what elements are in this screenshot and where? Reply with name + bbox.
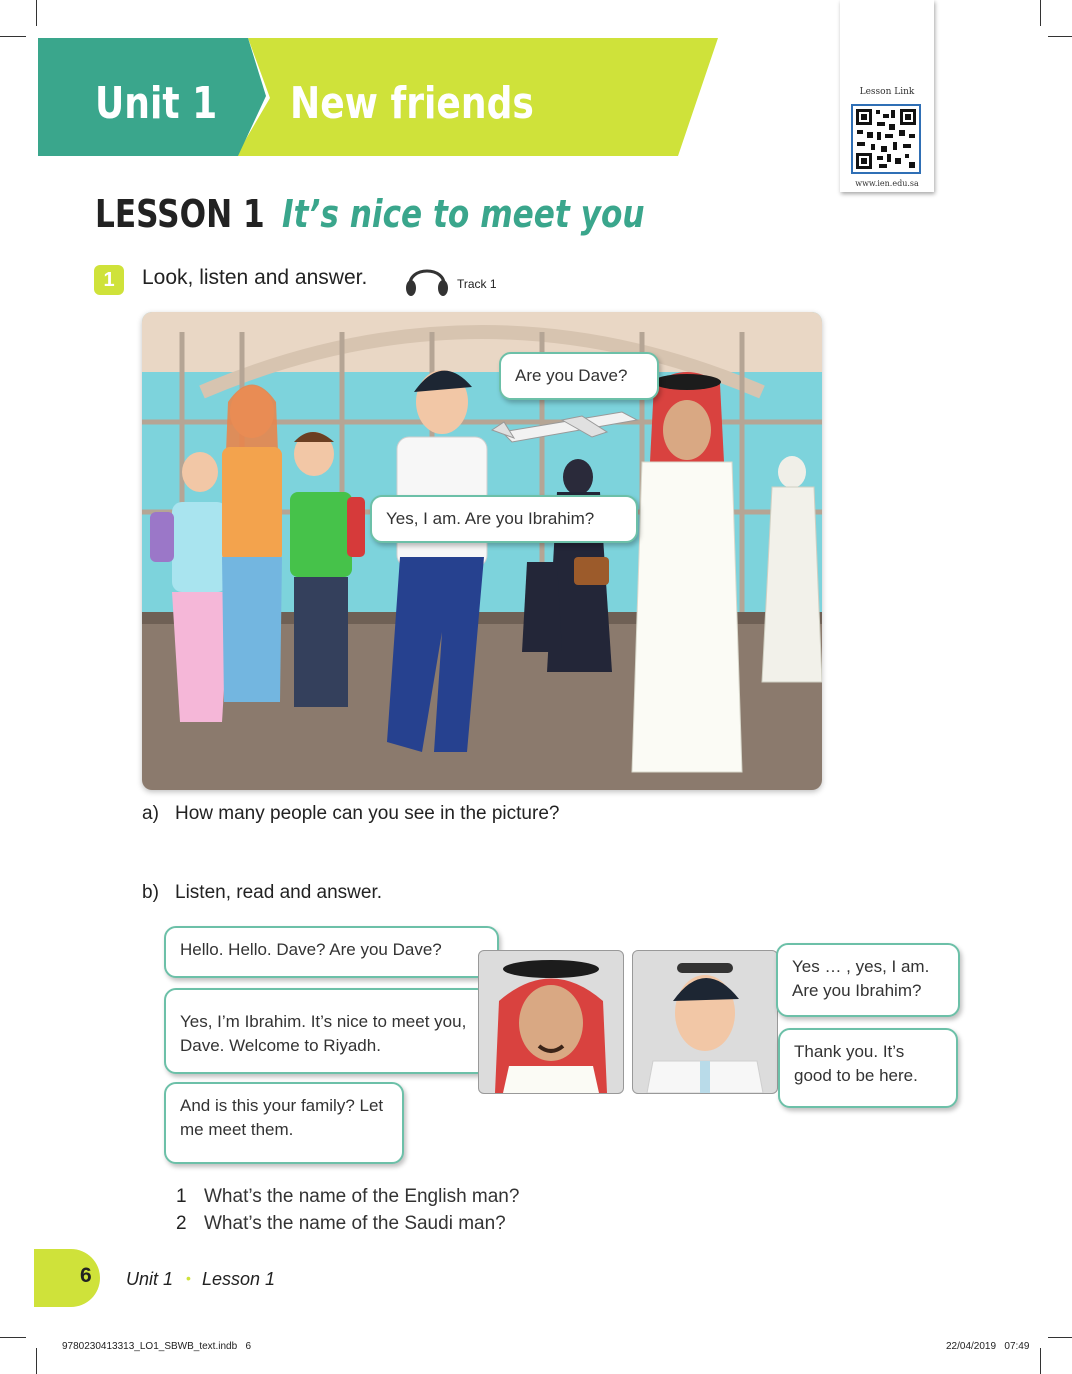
- footer-separator: •: [186, 1270, 191, 1286]
- question-b-marker: b): [142, 882, 159, 903]
- airport-scene-illustration: [142, 312, 822, 790]
- unit-label: Unit 1: [95, 78, 218, 129]
- question-text: What’s the name of the English man?: [204, 1186, 520, 1207]
- track-label: Track 1: [457, 277, 497, 291]
- crop-mark: [0, 1337, 26, 1338]
- dave-portrait: [632, 950, 778, 1094]
- lesson-link-url[interactable]: www.ien.edu.sa: [855, 179, 919, 188]
- crop-mark: [1040, 0, 1041, 26]
- bubble-text: Yes, I am. Are you Ibrahim?: [386, 509, 595, 528]
- question-number: 2: [176, 1213, 187, 1234]
- print-slug-timestamp: 22/04/2019 07:49: [946, 1341, 1030, 1352]
- ibrahim-face: [479, 951, 623, 1093]
- page-number: 6: [80, 1264, 92, 1287]
- speech-bubble-are-you-dave: [499, 352, 659, 400]
- bubble-text: Hello. Hello. Dave? Are you Dave?: [180, 940, 442, 959]
- lesson-link-title: Lesson Link: [859, 87, 915, 97]
- unit-title: New friends: [290, 78, 534, 129]
- bubble-text: And is this your family? Let me meet them.: [180, 1096, 384, 1139]
- footer-lesson: Lesson 1: [202, 1269, 276, 1289]
- dialogue-bubble-ibrahim-1: [164, 926, 499, 978]
- dialogue-bubble-ibrahim-3: [164, 1082, 404, 1164]
- bubble-text: Yes, I’m Ibrahim. It’s nice to meet you, Dave. Welcome to Riyadh.: [180, 1012, 467, 1055]
- question-number: 1: [176, 1186, 187, 1207]
- exercise-number: 1: [94, 265, 124, 295]
- numbered-question-1: [176, 1186, 519, 1208]
- crop-mark: [36, 0, 37, 26]
- crop-mark: [1048, 1337, 1072, 1338]
- dialogue-bubble-dave-1: [776, 943, 960, 1017]
- crop-mark: [36, 1348, 37, 1374]
- question-a-marker: a): [142, 803, 159, 824]
- lesson-label: LESSON 1: [95, 192, 265, 236]
- dialogue-bubble-ibrahim-2: [164, 988, 489, 1074]
- airport-scene: [142, 312, 822, 790]
- question-a-text: How many people can you see in the picture?: [175, 803, 560, 824]
- question-b-text: Listen, read and answer.: [175, 882, 383, 903]
- qr-pattern: [853, 106, 919, 172]
- crop-mark: [0, 36, 26, 37]
- dialogue-bubble-dave-2: [778, 1028, 958, 1108]
- headphones-icon[interactable]: [402, 256, 452, 302]
- dave-face: [633, 951, 777, 1093]
- lesson-subtitle: It’s nice to meet you: [282, 192, 645, 236]
- bubble-text: Are you Dave?: [515, 366, 628, 385]
- qr-code-icon[interactable]: [851, 104, 921, 174]
- speech-bubble-are-you-ibrahim: [370, 495, 638, 543]
- bubble-text: Yes … , yes, I am. Are you Ibrahim?: [792, 957, 930, 1000]
- footer-unit: Unit 1: [126, 1269, 174, 1289]
- numbered-question-2: [176, 1213, 506, 1235]
- ibrahim-portrait: [478, 950, 624, 1094]
- woman-figure: [222, 385, 282, 703]
- question-text: What’s the name of the Saudi man?: [204, 1213, 506, 1234]
- bubble-text: Thank you. It’s good to be here.: [794, 1042, 918, 1085]
- print-slug-filename: 9780230413313_LO1_SBWB_text.indb 6: [62, 1341, 252, 1352]
- crop-mark: [1040, 1348, 1041, 1374]
- exercise-instruction: Look, listen and answer.: [142, 266, 368, 289]
- crop-mark: [1048, 36, 1072, 37]
